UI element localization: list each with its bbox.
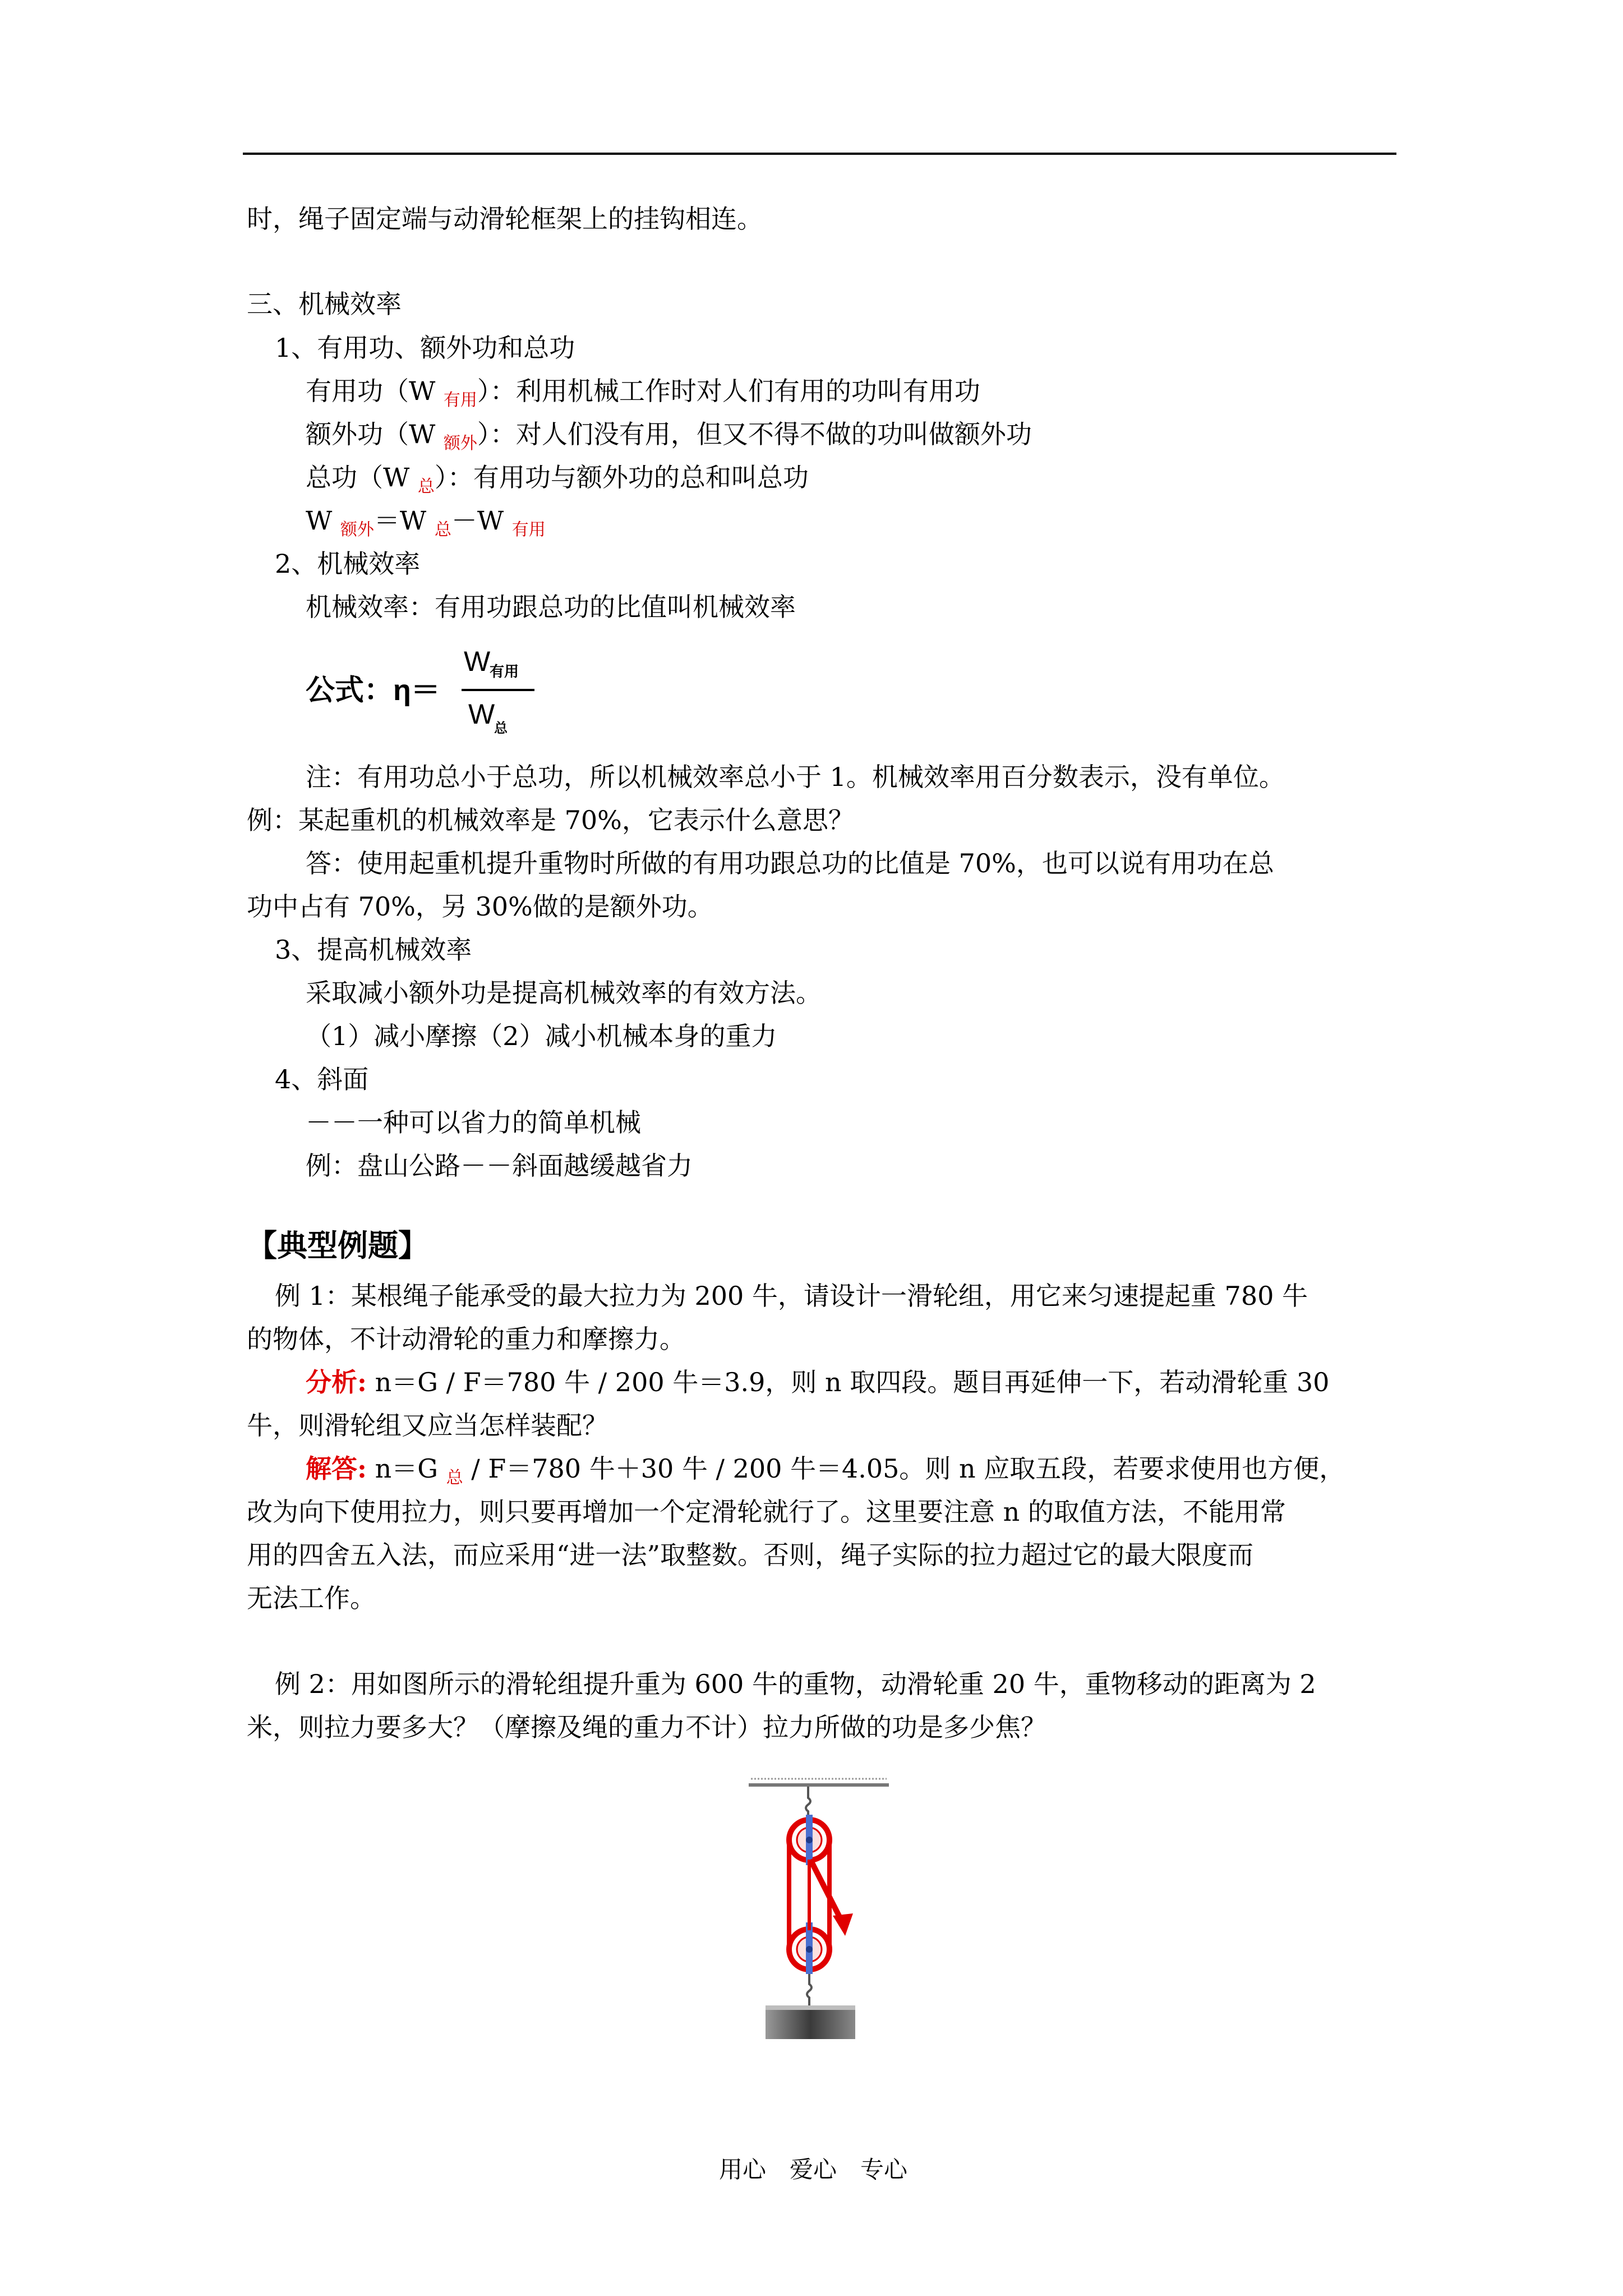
work-equation: [306, 504, 1461, 541]
text-line: 采取减小额外功是提高机械效率的有效方法。: [306, 978, 822, 1008]
analysis-line: [306, 1365, 1461, 1399]
text-span: W: [306, 505, 340, 536]
example-2-line: 例 2：用如图所示的滑轮组提升重为 600 牛的重物，动滑轮重 20 牛，重物移动的距离为 2: [275, 1669, 1316, 1699]
text-span: －W: [451, 505, 512, 536]
text-span: ）：对人们没有用，但又不得不做的功叫做额外功: [477, 419, 1032, 449]
analysis-label: 分析:: [306, 1367, 367, 1397]
text-span: ）：利用机械工作时对人们有用的功叫有用功: [477, 376, 980, 406]
text-span: 额外功（W: [306, 419, 444, 449]
text-line: 例：盘山公路－－斜面越缓越省力: [306, 1151, 693, 1181]
formula-label: 公式：η＝: [306, 674, 440, 707]
subsection-heading: 1、有用功、额外功和总功: [275, 333, 575, 363]
solution-label: 解答:: [306, 1453, 367, 1484]
subscript: 总: [417, 477, 435, 496]
useful-work-definition: [306, 374, 1461, 412]
hook-top: [806, 1787, 810, 1816]
solution-line: 用的四舍五入法，而应采用“进一法”取整数。否则，绳子实际的拉力超过它的最大限度而: [247, 1540, 1254, 1570]
text-line: （1）减小摩擦（2）减小机械本身的重力: [306, 1021, 777, 1051]
text-span: 总功（W: [306, 462, 418, 493]
formula-denominator-sub: 总: [494, 721, 508, 736]
text-span: 有用功（W: [306, 376, 444, 406]
hook-bottom: [807, 1974, 811, 2005]
text-span: n＝G / F＝780 牛 / 200 牛＝3.9，则 n 取四段。题目再延伸一下，若动滑轮重 30: [366, 1367, 1330, 1397]
formula-numerator: W: [464, 646, 491, 677]
subsection-heading: 3、提高机械效率: [275, 935, 472, 965]
note-line: 注：有用功总小于总功，所以机械效率总小于 1。机械效率用百分数表示，没有单位。: [306, 762, 1285, 792]
solution-line: 无法工作。: [247, 1583, 376, 1613]
answer-line: 功中占有 70%，另 30%做的是额外功。: [247, 891, 713, 922]
example-2-line: 米，则拉力要多大？（摩擦及绳的重力不计）拉力所做的功是多少焦？: [247, 1712, 1046, 1742]
subscript: 总: [446, 1468, 463, 1488]
subscript: 额外: [340, 520, 374, 540]
example-1-line: 例 1：某根绳子能承受的最大拉力为 200 牛，请设计一滑轮组，用它来匀速提起重 780 牛: [275, 1281, 1308, 1311]
example-question: 例：某起重机的机械效率是 70%，它表示什么意思？: [247, 805, 854, 835]
total-work-definition: [306, 461, 1461, 498]
section-heading: 三、机械效率: [247, 289, 402, 319]
formula-denominator: W: [468, 698, 495, 730]
typical-examples-heading: 【典型例题】: [247, 1227, 428, 1263]
header-rule: [243, 153, 1396, 155]
efficiency-formula: [306, 639, 541, 740]
subscript: 总: [434, 520, 451, 540]
page-footer: 用心 爱心 专心: [719, 2156, 908, 2183]
efficiency-definition: 机械效率：有用功跟总功的比值叫机械效率: [306, 592, 796, 622]
formula-numerator-sub: 有用: [490, 663, 519, 680]
text-span: ＝W: [374, 505, 435, 536]
subsection-heading: 2、机械效率: [275, 549, 421, 579]
solution-line: [306, 1452, 1461, 1489]
extra-work-definition: [306, 417, 1461, 455]
subscript: 有用: [443, 390, 477, 410]
text-span: / F＝780 牛＋30 牛 / 200 牛＝4.05。则 n 应取五段，若要求使用也方便，: [463, 1453, 1345, 1484]
example-1-line: 的物体，不计动滑轮的重力和摩擦力。: [247, 1324, 685, 1354]
text-span: n＝G: [366, 1453, 446, 1484]
fixed-pulley: [789, 1815, 829, 1865]
ceiling-support: [749, 1779, 889, 1787]
answer-line: 答：使用起重机提升重物时所做的有用功跟总功的比值是 70%，也可以说有用功在总: [306, 848, 1274, 878]
subscript: 有用: [511, 520, 546, 540]
pulley-system-diagram: [743, 1775, 900, 2050]
weight-block: [766, 2005, 855, 2039]
subscript: 额外: [443, 434, 477, 453]
analysis-line: 牛，则滑轮组又应当怎样装配？: [247, 1410, 608, 1441]
text-span: ）：有用功与额外功的总和叫总功: [434, 462, 809, 493]
solution-line: 改为向下使用拉力，则只要再增加一个定滑轮就行了。这里要注意 n 的取值方法，不能用常: [247, 1497, 1286, 1527]
text-line: 时，绳子固定端与动滑轮框架上的挂钩相连。: [247, 204, 763, 234]
text-line: －－一种可以省力的简单机械: [306, 1107, 641, 1138]
subsection-heading: 4、斜面: [275, 1064, 369, 1094]
